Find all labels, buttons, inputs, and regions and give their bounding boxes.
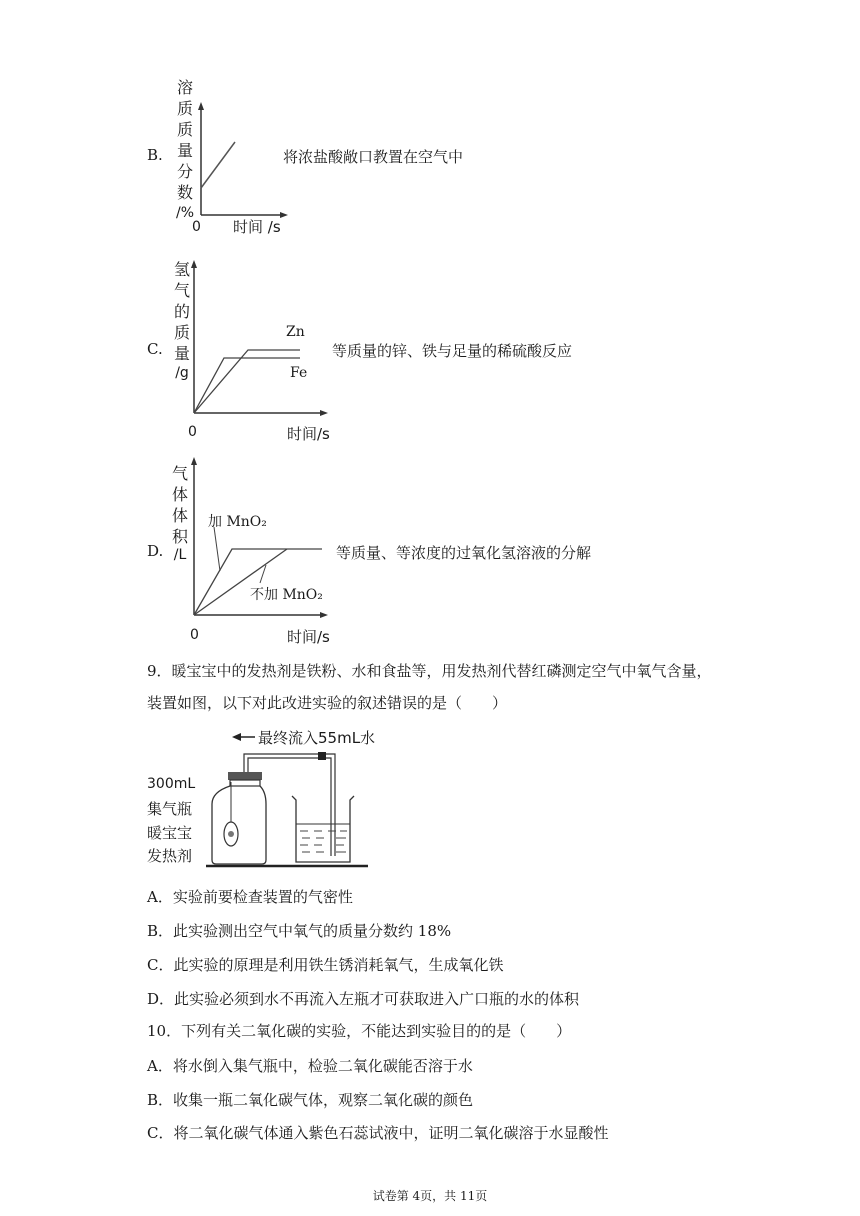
y-label-char: 质	[173, 323, 190, 342]
origin-label: 0	[190, 627, 199, 643]
collection-bottle	[212, 786, 266, 864]
y-axis-arrow	[191, 260, 197, 268]
question-10-stem: 10．下列有关二氧化碳的实验，不能达到实验目的的是（ ）	[147, 1022, 572, 1040]
option-d-description: 等质量、等浓度的过氧化氢溶液的分解	[336, 544, 592, 562]
x-axis-arrow	[280, 212, 288, 218]
y-label-char: 分	[176, 162, 193, 181]
y-label-char: 积	[171, 527, 188, 546]
heater-dot	[228, 831, 234, 837]
y-label-char: 气	[171, 464, 188, 483]
fe-line	[194, 358, 300, 413]
question-10-option-b: B．收集一瓶二氧化碳气体，观察二氧化碳的颜色	[147, 1091, 474, 1109]
question-10-option-a: A．将水倒入集气瓶中，检验二氧化碳能否溶于水	[147, 1057, 473, 1075]
question-9-option-b: B．此实验测出空气中氧气的质量分数约 18%	[147, 922, 452, 940]
option-c-description: 等质量的锌、铁与足量的稀硫酸反应	[332, 342, 573, 360]
page-footer: 试卷第 4页，共 11页	[372, 1189, 488, 1203]
y-label-char: 的	[173, 302, 190, 321]
question-10-option-c: C．将二氧化碳气体通入紫色石蕊试液中，证明二氧化碳溶于水显酸性	[147, 1124, 609, 1142]
y-label-char: 量	[173, 344, 190, 363]
option-b-letter: B.	[147, 146, 163, 164]
with-mno2-line	[194, 549, 322, 615]
question-9-option-c: C．此实验的原理是利用铁生锈消耗氧气，生成氧化铁	[147, 956, 504, 974]
y-label-char: 数	[176, 183, 193, 202]
question-9-option-a: A．实验前要检查装置的气密性	[147, 888, 353, 906]
origin-label: 0	[188, 424, 197, 440]
with-mno2-label: 加 MnO₂	[208, 514, 267, 530]
y-label-char: /L	[173, 547, 187, 563]
y-label-char: 质	[176, 120, 193, 139]
bottle-name-label: 集气瓶	[147, 800, 193, 818]
question-9-stem-line-2: 装置如图，以下对此改进实验的叙述错误的是（ ）	[147, 694, 508, 712]
fe-label: Fe	[290, 365, 308, 381]
x-axis-label: 时间/s	[287, 628, 330, 646]
stopper	[228, 772, 262, 780]
option-c-letter: C.	[147, 340, 163, 358]
option-d-letter: D.	[147, 542, 164, 560]
concentration-line	[201, 142, 235, 188]
x-axis-label: 时间 /s	[233, 218, 281, 236]
zn-line	[194, 350, 300, 413]
flow-arrow-label: 最终流入55mL水	[258, 729, 376, 747]
heater-label-2: 发热剂	[147, 847, 193, 865]
without-mno2-label: 不加 MnO₂	[250, 587, 323, 603]
origin-label: 0	[192, 219, 201, 235]
bottle-neck	[230, 780, 260, 786]
y-axis-arrow	[191, 457, 197, 465]
flow-arrow-head	[232, 733, 241, 741]
without-mno2-line	[194, 549, 287, 615]
y-axis-arrow	[198, 102, 204, 110]
y-label-char: /g	[175, 365, 189, 381]
x-axis-arrow	[320, 612, 328, 618]
y-label-char: 量	[176, 141, 193, 160]
tube-clip	[318, 752, 326, 760]
tube-inner-right	[326, 758, 331, 856]
y-label-char: 质	[176, 99, 193, 118]
y-label-char: 体	[171, 485, 188, 504]
option-c-graph	[190, 258, 335, 418]
heater-label-1: 暖宝宝	[147, 824, 193, 842]
question-9-stem-line-1: 9．暖宝宝中的发热剂是铁粉、水和食盐等，用发热剂代替红磷测定空气中氧气含量，	[147, 662, 712, 680]
x-axis-arrow	[320, 410, 328, 416]
with-mno2-leader	[214, 527, 220, 571]
zn-label: Zn	[286, 324, 305, 340]
y-label-char: 气	[173, 281, 190, 300]
y-label-char: 氢	[173, 260, 190, 279]
question-9-option-d: D．此实验必须到水不再流入左瓶才可获取进入广口瓶的水的体积	[147, 990, 580, 1008]
option-b-description: 将浓盐酸敞口教置在空气中	[283, 148, 464, 166]
option-b-graph	[195, 100, 295, 220]
water-hatch	[300, 831, 347, 852]
y-label-char: 溶	[176, 78, 193, 97]
x-axis-label: 时间/s	[287, 425, 330, 443]
bottle-volume-label: 300mL	[147, 776, 196, 792]
y-label-char: /%	[175, 205, 195, 221]
y-label-char: 体	[171, 506, 188, 525]
